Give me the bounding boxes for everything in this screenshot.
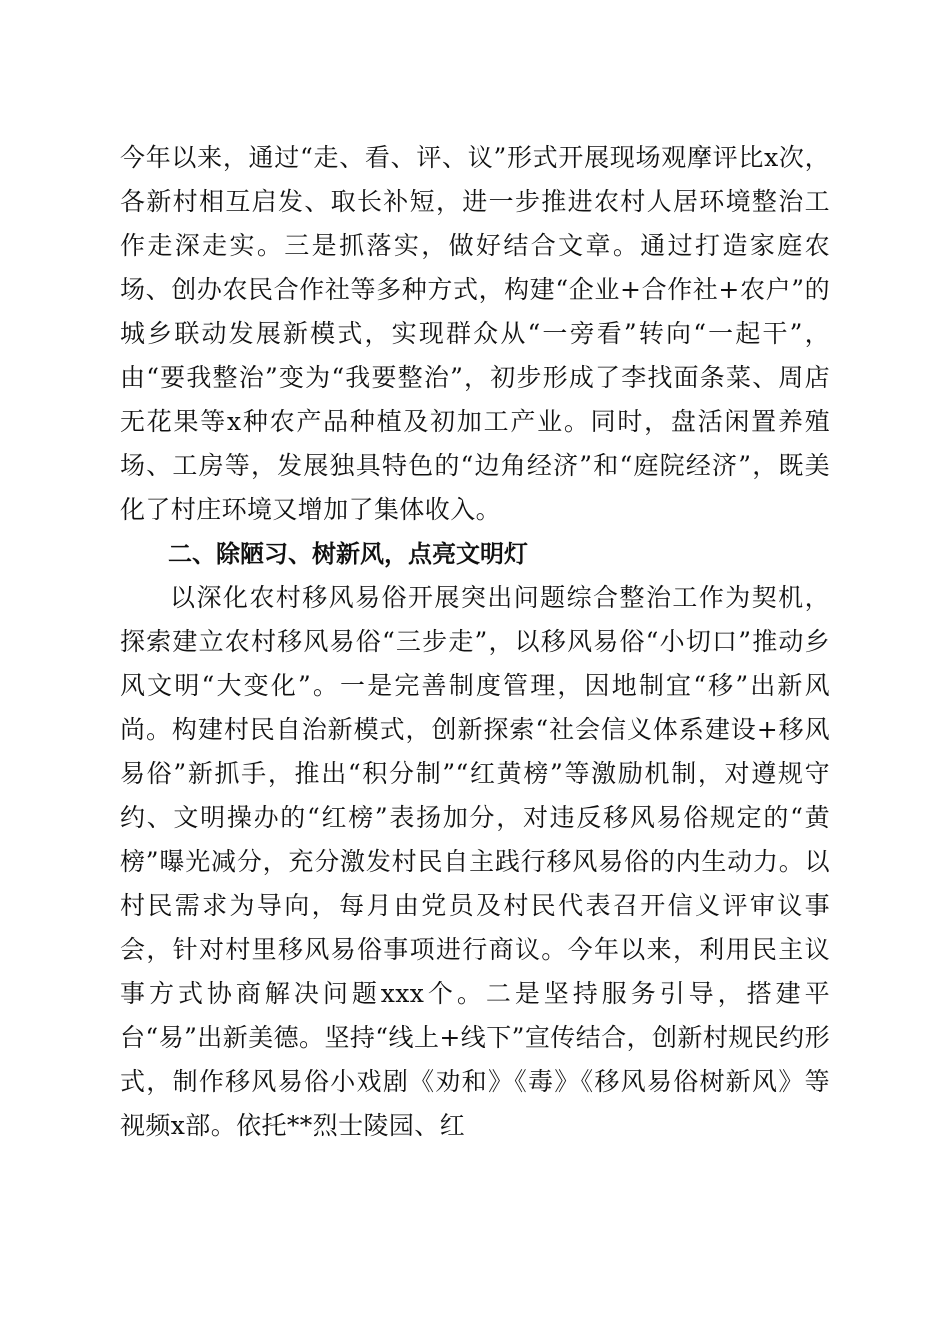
body-paragraph: 以深化农村移风易俗开展突出问题综合整治工作为契机，探索建立农村移风易俗“三步走”，以移风易俗“小切口”推动乡风文明“大变化”。一是完善制度管理，因地制宜“移”出新风尚。构建村民自治新模式，创新探索“社会信义体系建设+移风易俗”新抓手，推出“积分制”“红黄榜”等激励机制，对遵规守约、文明操办的“红榜”表扬加分，对违反移风易俗规定的“黄榜”曝光减分，充分激发村民自主践行移风易俗的内生动力。以村民需求为导向，每月由党员及村民代表召开信义评审议事会，针对村里移风易俗事项进行商议。今年以来，利用民主议事方式协商解决问题xxx个。二是坚持服务引导，搭建平台“易”出新美德。坚持“线上+线下”宣传结合，创新村规民约形式，制作移风易俗小戏剧《劝和》《毒》《移风易俗树新风》等视频x部。依托**烈士陵园、红 <box>120 583 830 1140</box>
section-heading: 二、除陋习、树新风，点亮文明灯 <box>168 540 528 568</box>
body-paragraph: 今年以来，通过“走、看、评、议”形式开展现场观摩评比x次，各新村相互启发、取长补短，进一步推进农村人居环境整治工作走深走实。三是抓落实，做好结合文章。通过打造家庭农场、创办农民合作社等多种方式，构建“企业+合作社+农户”的城乡联动发展新模式，实现群众从“一旁看”转向“一起干”，由“要我整治”变为“我要整治”，初步形成了李找面条菜、周店无花果等x种农产品种植及初加工产业。同时，盘活闲置养殖场、工房等，发展独具特色的“边角经济”和“庭院经济”，既美化了村庄环境又增加了集体收入。 <box>120 143 830 524</box>
document-body <box>120 136 830 1148</box>
